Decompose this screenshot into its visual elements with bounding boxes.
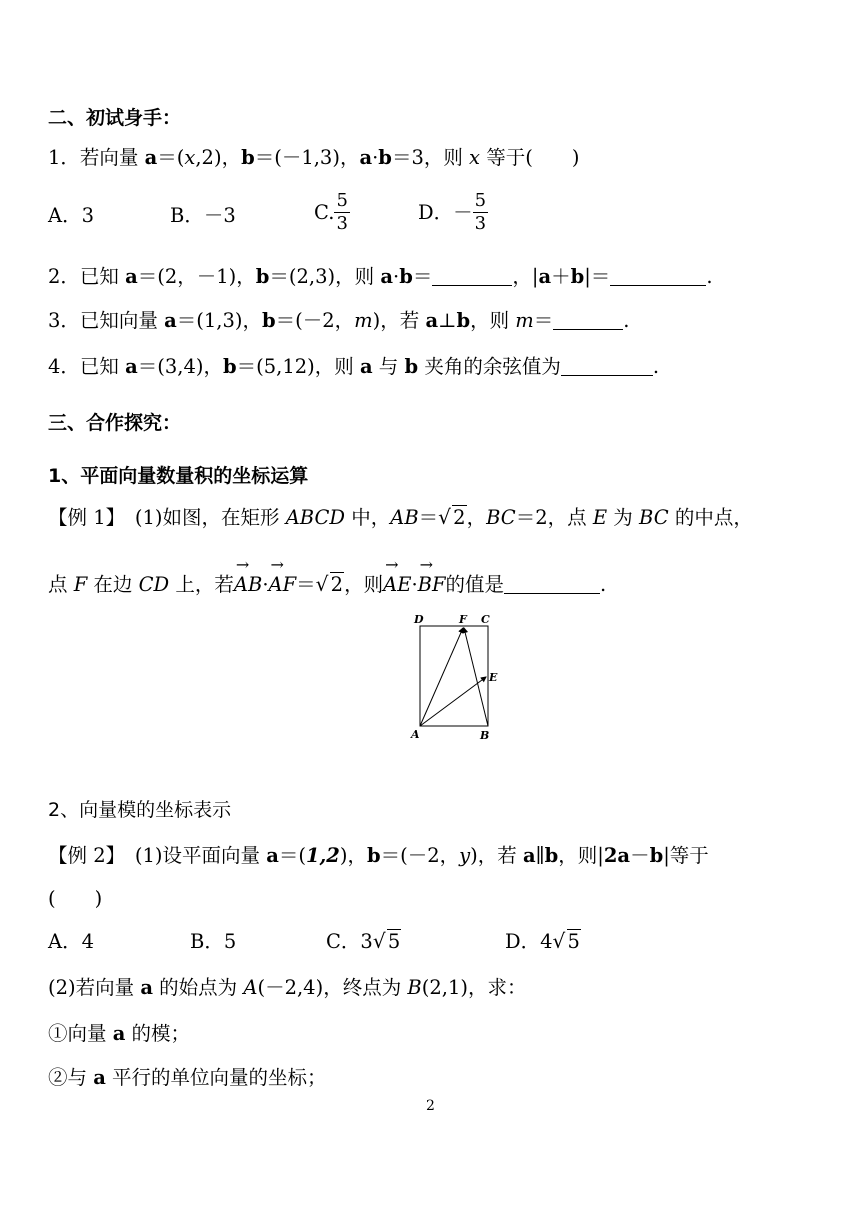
example-2-paren: ( ) <box>48 887 103 910</box>
answer-blank[interactable] <box>504 573 600 594</box>
label-a: A <box>411 728 420 741</box>
section-title-3: 三、合作探究： <box>48 412 182 434</box>
example-2-line-1: 【例 2】 (1)设平面向量 a＝(1,2)，b＝(－2，y)，若 a∥b，则|2a－b|等于 <box>48 844 709 867</box>
ex2-option-b: B．5 <box>190 930 237 953</box>
sqrt-symbol: √ 2 <box>315 572 344 596</box>
label-b: B <box>480 729 490 742</box>
subsection-title-2: 2、向量模的坐标表示 <box>48 799 232 821</box>
example-1-line-2: 点 F 在边 CD 上，若 → AB· → AF＝ √ 2，则 → AE· → BF的值是 . <box>48 555 607 596</box>
example-2-item-2: ②与 a 平行的单位向量的坐标； <box>48 1066 327 1089</box>
answer-blank[interactable] <box>553 309 623 330</box>
answer-blank[interactable] <box>432 265 512 286</box>
q1-option-d: D．－ $\frac{5}{3}$ <box>418 190 487 234</box>
label-d: D <box>414 613 424 626</box>
sqrt-symbol: √ 5 <box>372 929 401 953</box>
label-e: E <box>489 671 498 684</box>
example-2-item-1: ①向量 a 的模； <box>48 1022 191 1045</box>
q1-option-c: C. $\frac{5}{3}$ <box>314 190 348 234</box>
fraction: $\frac{5}{3}$ <box>336 190 348 234</box>
label-c: C <box>481 613 490 626</box>
q1-option-a: A．3 <box>48 204 94 227</box>
q1-option-b: B．－3 <box>170 204 236 227</box>
section-title-2: 二、初试身手： <box>48 107 182 129</box>
page-number: 2 <box>426 1098 435 1114</box>
label-f: F <box>459 613 467 626</box>
question-4: 4．已知 a＝(3,4)，b＝(5,12)，则 a 与 b 夹角的余弦值为 . <box>48 355 660 378</box>
ex2-option-c: C．3 √ 5 <box>326 929 401 953</box>
fraction: $\frac{5}{3}$ <box>474 190 487 234</box>
question-2: 2．已知 a＝(2，－1)，b＝(2,3)，则 a·b＝ ，|a＋b|＝ . <box>48 265 713 288</box>
answer-blank[interactable] <box>561 355 653 376</box>
subsection-title-1: 1、平面向量数量积的坐标运算 <box>48 465 309 487</box>
rectangle-figure <box>400 608 510 743</box>
vector-af <box>420 628 463 726</box>
question-1: 1．若向量 a＝(x,2)，b＝(－1,3)，a·b＝3，则 x 等于( ) <box>48 146 580 169</box>
example-1-line-1: 【例 1】 (1)如图，在矩形 ABCD 中，AB＝ √ 2，BC＝2，点 E 为 BC 的中点， <box>48 505 753 529</box>
sqrt-symbol: √ 5 <box>552 929 580 953</box>
ex2-option-a: A．4 <box>48 930 94 953</box>
ex2-option-d: D．4 √ 5 <box>505 929 580 953</box>
vector-bf <box>464 628 488 726</box>
example-2-part-2: (2)若向量 a 的始点为 A(－2,4)，终点为 B(2,1)，求： <box>48 976 527 999</box>
sqrt-symbol: √ 2 <box>438 505 466 529</box>
answer-blank[interactable] <box>610 265 706 286</box>
rectangle <box>420 626 488 726</box>
question-3: 3．已知向量 a＝(1,3)，b＝(－2，m)，若 a⊥b，则 m＝ . <box>48 309 630 332</box>
vector-ae <box>420 677 486 726</box>
